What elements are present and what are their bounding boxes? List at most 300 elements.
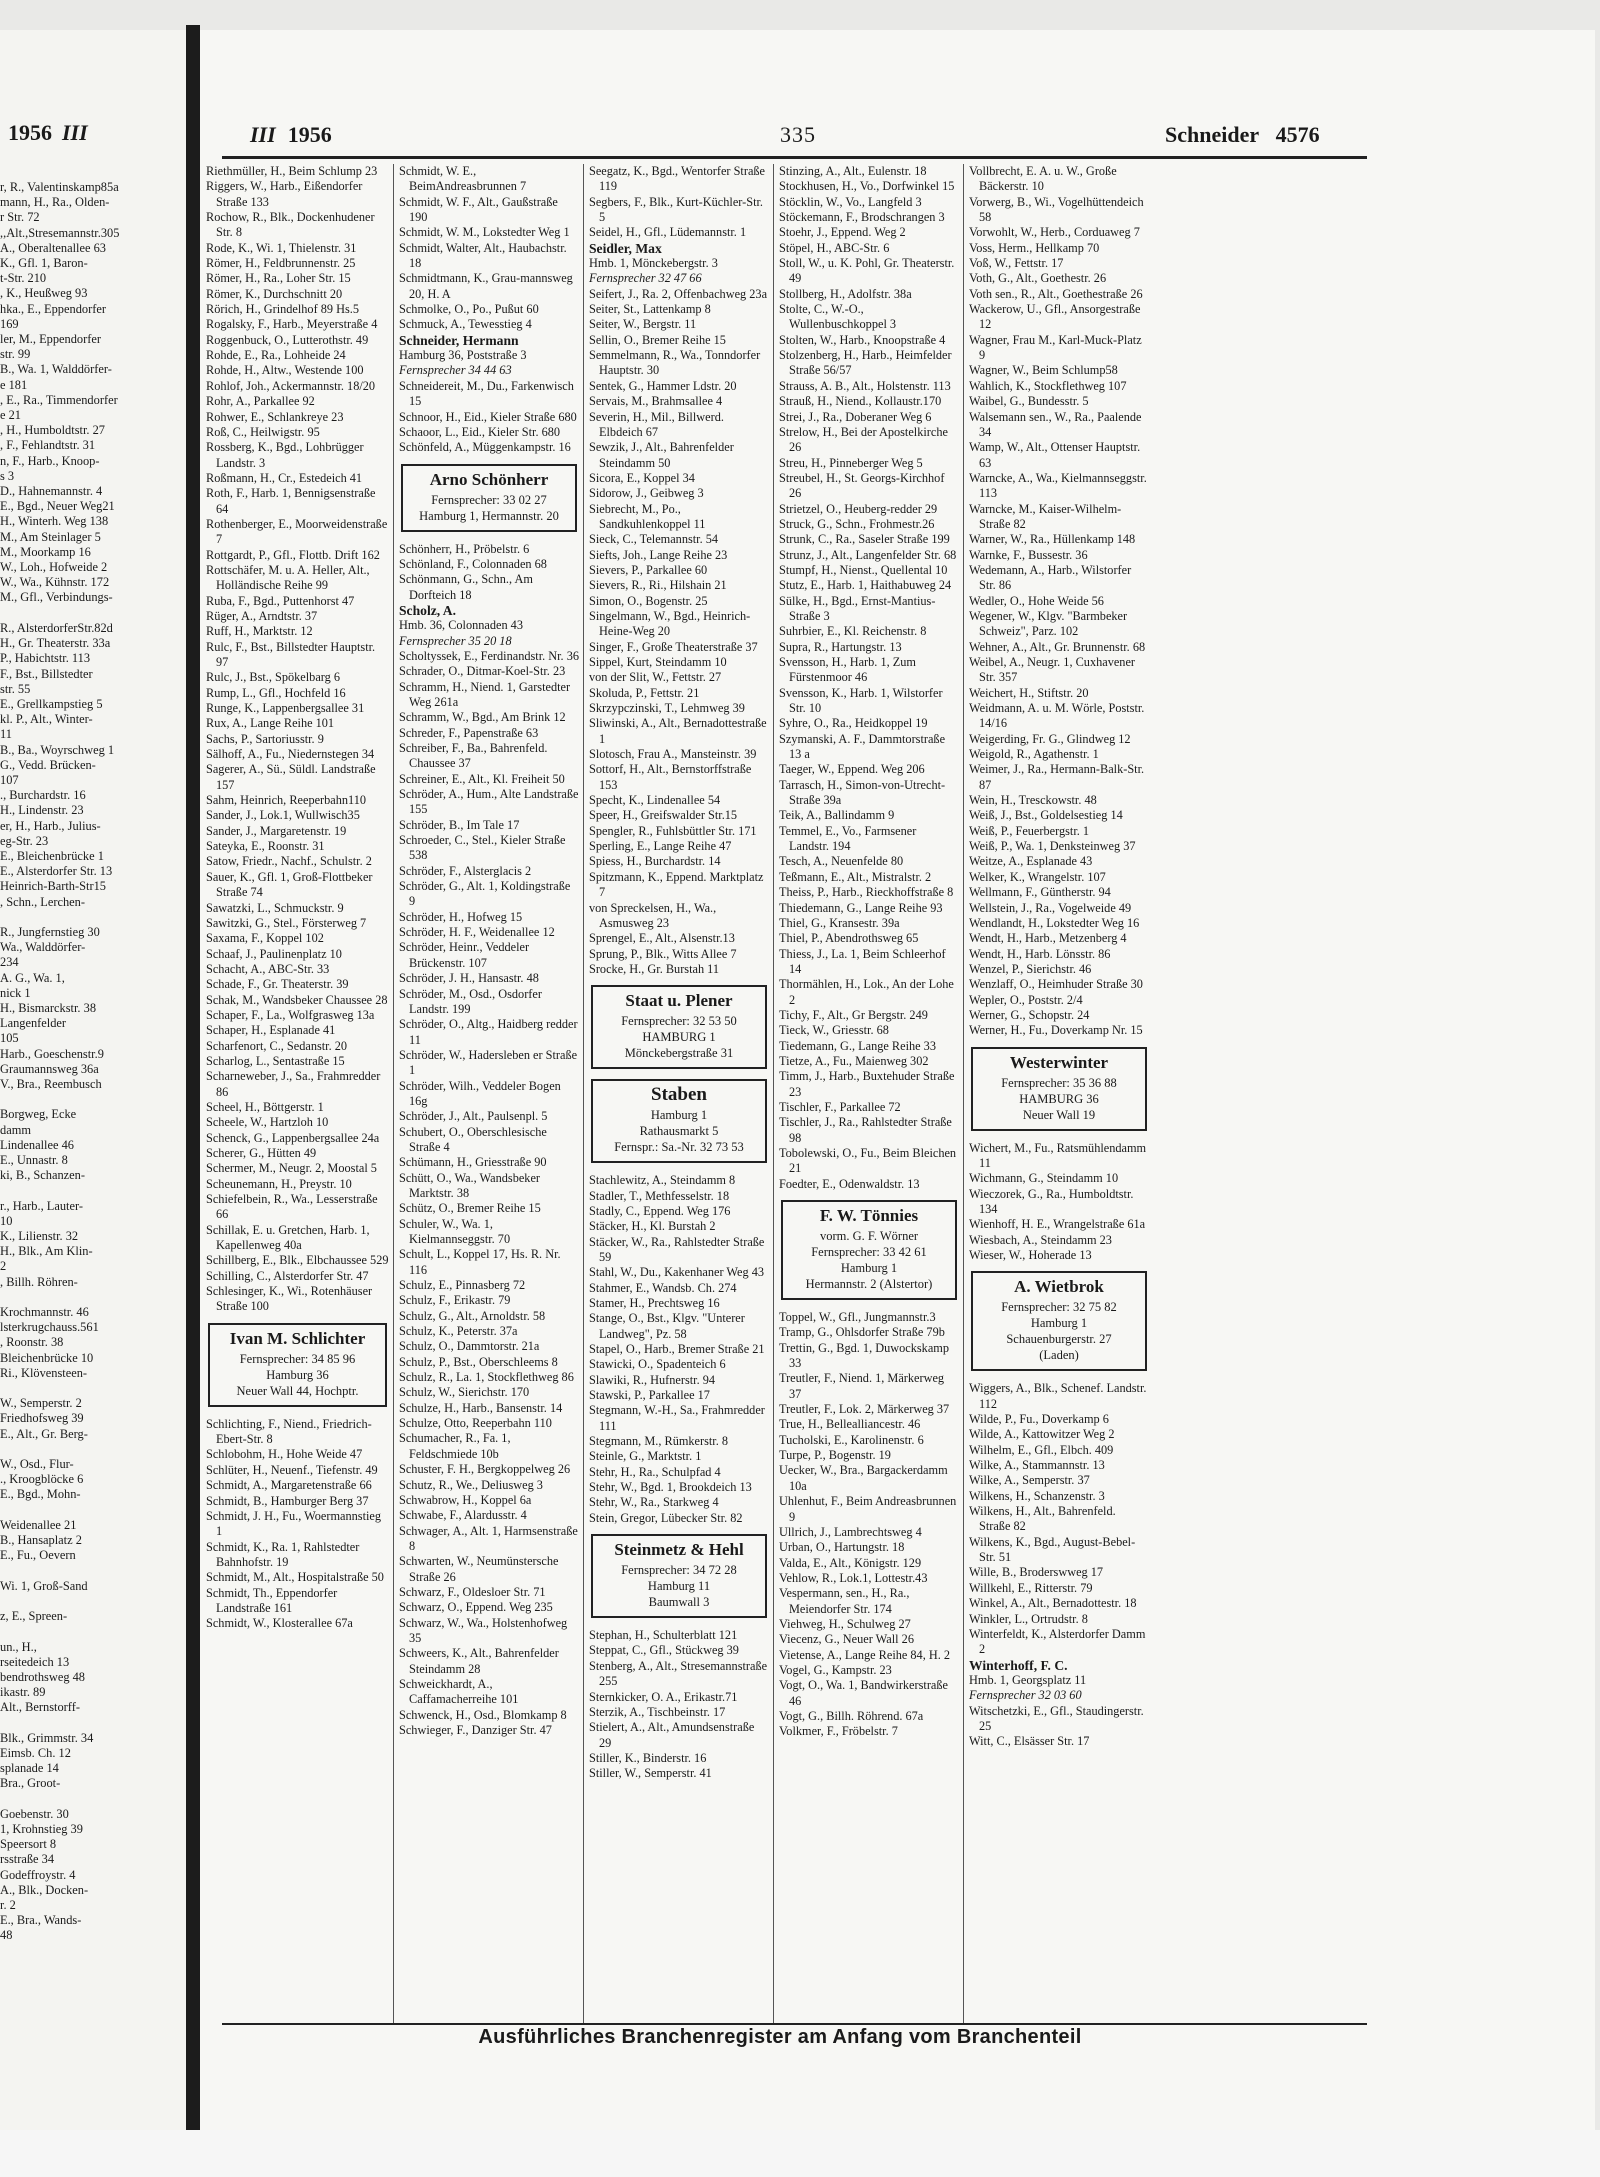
directory-entry: Werner, G., Schopstr. 24 <box>969 1007 1090 1022</box>
page-footer: Ausführliches Branchenregister am Anfang vom Branchenteil <box>478 2026 1082 2048</box>
directory-entry: Slotosch, Frau A., Mansteinstr. 39 <box>589 747 757 762</box>
advertisement-box <box>591 1534 767 1618</box>
directory-entry: Walsemann sen., W., Ra., Paalende 34 <box>969 409 1142 439</box>
directory-entry: Schulz, K., Peterstr. 37a <box>399 1324 518 1339</box>
directory-entry: Stawicki, O., Spadenteich 6 <box>589 1357 726 1372</box>
directory-entry: Rohr, A., Parkallee 92 <box>206 394 315 409</box>
directory-entry: Wichmann, G., Steindamm 10 <box>969 1171 1119 1186</box>
directory-entry: Stegmann, W.-H., Sa., Frahmredder 111 <box>589 1403 765 1433</box>
directory-entry: Rohde, E., Ra., Lohheide 24 <box>206 348 346 363</box>
directory-entry: Wellmann, F., Güntherstr. 94 <box>969 885 1111 900</box>
directory-entry: Tiedemann, G., Lange Reihe 33 <box>779 1038 936 1053</box>
left-page-line: Eimsb. Ch. 12 <box>0 1745 71 1760</box>
directory-entry: Schröder, O., Altg., Haidberg redder 11 <box>399 1017 578 1047</box>
left-page-line: , Billh. Röhren- <box>0 1274 78 1289</box>
directory-entry: Schmidt, A., Margaretenstraße 66 <box>206 1478 372 1493</box>
directory-entry: Schumacher, R., Fa. 1, Feldschmiede 10b <box>399 1431 511 1461</box>
directory-entry: Wendlandt, H., Lokstedter Weg 16 <box>969 915 1140 930</box>
directory-entry: Schmidt, Walter, Alt., Haubachstr. 18 <box>399 240 567 271</box>
left-page-line: E., Bgd., Mohn- <box>0 1487 81 1502</box>
directory-entry: Schulz, W., Sierichstr. 170 <box>399 1385 530 1400</box>
directory-entry: Schak, M., Wandsbeker Chaussee 28 <box>206 992 388 1007</box>
directory-entry: Weiß, P., Wa. 1, Denksteinweg 37 <box>969 839 1136 854</box>
directory-entry: Roth, F., Harb. 1, Bennigsenstraße 64 <box>206 486 376 516</box>
advertisement-line: Neuer Wall 44, Hochptr. <box>236 1383 359 1398</box>
directory-entry: Singelmann, W., Bgd., Heinrich-Heine-Weg 20 <box>589 608 751 639</box>
left-page-line <box>0 1442 180 1457</box>
left-page-line: rsstraße 34 <box>0 1852 55 1867</box>
directory-entry: Rottgardt, P., Gfl., Flottb. Drift 162 <box>206 547 380 562</box>
directory-entry: Theiss, P., Harb., Rieckhoffstraße 8 <box>779 885 954 900</box>
page-header-left <box>250 122 332 148</box>
directory-entry: Schlobohm, H., Hohe Weide 47 <box>206 1447 363 1462</box>
directory-entry: Rogalsky, F., Harb., Meyerstraße 4 <box>206 317 378 332</box>
directory-entry: Strelow, H., Bei der Apostelkirche 26 <box>779 424 948 455</box>
directory-entry: Thormählen, H., Lok., An der Lohe 2 <box>779 977 954 1007</box>
directory-entry: Stehr, W., Ra., Starkweg 4 <box>589 1495 719 1510</box>
directory-entry: Sentek, G., Hammer Ldstr. 20 <box>589 378 737 393</box>
directory-entry: Sprengel, E., Alt., Alsenstr.13 <box>589 931 735 946</box>
advertisement-line: Neuer Wall 19 <box>1022 1107 1096 1122</box>
advertisement-title: Staat u. Plener <box>625 991 733 1011</box>
directory-entry: Schmidt, M., Alt., Hospitalstraße 50 <box>206 1570 384 1585</box>
advertisement-title: Steinmetz & Hehl <box>614 1540 744 1560</box>
left-page-line <box>0 1594 180 1609</box>
left-page-line: lsterkrugchauss.561 <box>0 1320 99 1335</box>
directory-entry: Ruff, H., Marktstr. 12 <box>206 624 313 639</box>
directory-entry: Schrader, O., Ditmar-Koel-Str. 23 <box>399 664 566 679</box>
directory-entry: Wehner, A., Alt., Gr. Brunnenstr. 68 <box>969 639 1146 654</box>
directory-entry: Vogel, G., Kampstr. 23 <box>779 1662 892 1677</box>
directory-entry: Schenck, G., Lappenbergsallee 24a <box>206 1130 380 1145</box>
left-page-line: splanade 14 <box>0 1761 59 1776</box>
directory-entry: Urban, O., Hartungstr. 18 <box>779 1540 905 1555</box>
column-divider <box>393 164 394 2024</box>
directory-entry: Schröder, H., Hofweg 15 <box>399 909 523 924</box>
directory-entry: Sicora, E., Koppel 34 <box>589 470 695 485</box>
column-divider <box>773 164 774 2024</box>
directory-entry: Sälhoff, A., Fu., Niedernstegen 34 <box>206 747 375 762</box>
directory-entry: Stamer, H., Prechtsweg 16 <box>589 1295 720 1310</box>
directory-entry: Sahm, Heinrich, Reeperbahn110 <box>206 793 367 808</box>
left-page-line <box>0 1624 180 1639</box>
left-page-line: , H., Humboldtstr. 27 <box>0 423 105 438</box>
left-page-line: ler, M., Eppendorfer <box>0 332 102 347</box>
directory-entry: Vespermann, sen., H., Ra., Meiendorfer Str. 174 <box>779 1586 910 1616</box>
directory-entry: Steinle, G., Marktstr. 1 <box>589 1449 702 1464</box>
directory-entry: Wilkens, K., Bgd., August-Bebel-Str. 51 <box>969 1534 1136 1565</box>
directory-entry: Stinzing, A., Alt., Eulenstr. 18 <box>779 164 927 178</box>
directory-entry: Temmel, E., Vo., Farmsener Landstr. 194 <box>779 823 917 854</box>
left-page-line: Alt., Bernstorff- <box>0 1700 80 1715</box>
directory-entry: Vorwerg, B., Wi., Vogelhüttendeich 58 <box>969 194 1144 225</box>
advertisement-line: HAMBURG 1 <box>642 1030 716 1045</box>
directory-entry: Schlüter, H., Neuenf., Tiefenstr. 49 <box>206 1462 378 1477</box>
directory-entry: True, H., Bellealliancestr. 46 <box>779 1417 921 1432</box>
directory-entry: Schilling, C., Alsterdorfer Str. 47 <box>206 1268 369 1283</box>
left-page-line <box>0 1092 180 1107</box>
directory-entry: Stöcklin, W., Vo., Langfeld 3 <box>779 194 922 209</box>
advertisement-title: Staben <box>651 1084 707 1106</box>
left-page-line: K., Lilienstr. 32 <box>0 1229 79 1244</box>
advertisement-line: Schauenburgerstr. 27 <box>1006 1332 1112 1347</box>
left-page-line: 105 <box>0 1031 19 1046</box>
directory-column-2 <box>399 164 579 1738</box>
directory-entry: Stenberg, A., Alt., Stresemannstraße 255 <box>589 1658 768 1689</box>
directory-entry: Schröder, W., Hadersleben er Straße 1 <box>399 1047 578 1078</box>
directory-entry: Schiefelbein, R., Wa., Lesserstraße 66 <box>206 1192 378 1222</box>
directory-entry: Stäcker, W., Ra., Rahlstedter Straße 59 <box>589 1234 765 1264</box>
directory-entry: Scharfenort, C., Sedanstr. 20 <box>206 1038 348 1053</box>
left-page-line: W., Wa., Kühnstr. 172 <box>0 575 110 590</box>
directory-entry: Welker, K., Wrangelstr. 107 <box>969 869 1106 884</box>
directory-entry: Schmidtmann, K., Grau-mannsweg 20, H. A <box>399 271 573 301</box>
phone-line: Fernsprecher 32 03 60 <box>969 1688 1082 1703</box>
directory-entry: Schwarten, W., Neumünstersche Straße 26 <box>399 1554 559 1584</box>
left-page-line: ikastr. 89 <box>0 1685 46 1700</box>
left-page-line: Goebenstr. 30 <box>0 1806 69 1821</box>
directory-entry: Wellstein, J., Ra., Vogelweide 49 <box>969 900 1132 915</box>
directory-entry: Schulze, H., Harb., Bansenstr. 14 <box>399 1400 563 1415</box>
directory-entry: Sander, J., Margaretenstr. 19 <box>206 823 347 838</box>
directory-entry: Sagerer, A., Sü., Süldl. Landstraße 157 <box>206 762 376 792</box>
left-page-line: H., Winterh. Weg 138 <box>0 514 109 529</box>
directory-entry: Streu, H., Pinneberger Weg 5 <box>779 455 923 470</box>
directory-entry: Tramp, G., Ohlsdorfer Straße 79b <box>779 1325 945 1340</box>
directory-entry: Schröder, G., Alt. 1, Koldingstraße 9 <box>399 879 571 909</box>
directory-entry: Wenzel, P., Sierichstr. 46 <box>969 961 1092 976</box>
advertisement-line: Fernsprecher: 32 75 82 <box>1001 1300 1117 1315</box>
directory-entry: Viecenz, G., Neuer Wall 26 <box>779 1632 914 1647</box>
left-page-line: 10 <box>0 1213 13 1228</box>
column-divider <box>963 164 964 2024</box>
directory-entry: Thiedemann, G., Lange Reihe 93 <box>779 900 943 915</box>
directory-entry: Schubert, O., Oberschlesische Straße 4 <box>399 1124 547 1154</box>
directory-entry: Schulze, Otto, Reeperbahn 110 <box>399 1416 552 1431</box>
highlighted-entry-name: Schneider, Hermann <box>399 332 519 348</box>
directory-entry: Vollbrecht, E. A. u. W., Große Bäckerstr. 10 <box>969 164 1117 194</box>
directory-entry: Wille, B., Broderswweg 17 <box>969 1565 1104 1580</box>
directory-entry: Schulz, F., Erikastr. 79 <box>399 1293 511 1308</box>
directory-entry: Severin, H., Mil., Billwerd. Elbdeich 67 <box>589 409 724 439</box>
directory-entry: Stahmer, E., Wandsb. Ch. 274 <box>589 1280 737 1295</box>
directory-entry: Srocke, H., Gr. Burstah 11 <box>589 961 720 976</box>
left-page-line: H., Lindenstr. 23 <box>0 803 84 818</box>
directory-entry: Wilde, P., Fu., Doverkamp 6 <box>969 1412 1109 1427</box>
directory-entry: Rulc, J., Bst., Spökelbarg 6 <box>206 670 341 685</box>
directory-entry: Wilde, A., Kattowitzer Weg 2 <box>969 1427 1115 1442</box>
directory-entry: Tichy, F., Alt., Gr Bergstr. 249 <box>779 1007 928 1022</box>
book-gutter <box>186 25 200 2135</box>
directory-entry: Simon, O., Bogenstr. 25 <box>589 593 708 608</box>
directory-entry: Sellin, O., Bremer Reihe 15 <box>589 332 726 347</box>
left-page-line: R., Jungfernstieg 30 <box>0 924 100 939</box>
advertisement-title: A. Wietbrok <box>1014 1277 1104 1297</box>
directory-entry: Werner, H., Fu., Doverkamp Nr. 15 <box>969 1023 1143 1038</box>
page-number: 335 <box>780 122 816 147</box>
left-page-line <box>0 1183 180 1198</box>
directory-entry: Schroeder, C., Stel., Kieler Straße 538 <box>399 833 566 863</box>
left-page-line: ,,Alt.,Stresemannstr.305 <box>0 225 120 240</box>
directory-entry: Wiggers, A., Blk., Schenef. Landstr. 112 <box>969 1381 1147 1411</box>
directory-entry: Sülke, H., Bgd., Ernst-Mantius-Straße 3 <box>779 593 936 623</box>
bottom-margin <box>0 2130 1600 2177</box>
left-page-line: Wi. 1, Groß-Sand <box>0 1578 88 1593</box>
directory-entry: Wieser, W., Hoherade 13 <box>969 1248 1092 1262</box>
directory-entry: Schönmann, G., Schn., Am Dorfteich 18 <box>399 572 533 602</box>
directory-entry: Schramm, W., Bgd., Am Brink 12 <box>399 710 566 725</box>
directory-entry: Warnke, F., Bussestr. 36 <box>969 547 1088 562</box>
left-page-line: Speersort 8 <box>0 1837 57 1852</box>
directory-entry: Weiß, J., Bst., Goldelsestieg 14 <box>969 808 1123 823</box>
advertisement-box <box>971 1047 1147 1131</box>
advertisement-box <box>591 985 767 1069</box>
left-page-line: R., AlsterdorferStr.82d <box>0 620 113 635</box>
directory-entry: Supra, R., Hartungstr. 13 <box>779 639 902 654</box>
advertisement-line: Hamburg 11 <box>647 1579 711 1594</box>
directory-entry: Sternkicker, O. A., Erikastr.71 <box>589 1689 738 1704</box>
left-page-line: ki, B., Schanzen- <box>0 1168 85 1183</box>
advertisement-title: Westerwinter <box>1009 1052 1109 1072</box>
directory-entry: Weigold, R., Agathenstr. 1 <box>969 747 1099 762</box>
left-page-line: str. 99 <box>0 347 31 362</box>
directory-entry: Weibel, A., Neugr. 1, Cuxhavener Str. 357 <box>969 655 1136 685</box>
advertisement-line: Hamburg 36 <box>266 1367 329 1382</box>
directory-entry: Semmelmann, R., Wa., Tonndorfer Hauptstr. 30 <box>589 348 761 378</box>
right-page <box>200 30 1595 2130</box>
directory-entry: Vietense, A., Lange Reihe 84, H. 2 <box>779 1647 951 1662</box>
advertisement-line: Fernsprecher: 32 53 50 <box>621 1014 737 1029</box>
left-page-line: , E., Ra., Timmendorfer <box>0 392 118 407</box>
directory-entry: Schröder, M., Osd., Osdorfer Landstr. 199 <box>399 986 542 1016</box>
directory-entry: Tucholski, E., Karolinenstr. 6 <box>779 1432 924 1447</box>
directory-entry: Rohwer, E., Schlankreye 23 <box>206 409 344 424</box>
directory-entry: Sidorow, J., Geibweg 3 <box>589 486 704 501</box>
directory-entry: Schröder, Wilh., Veddeler Bogen 16g <box>399 1078 561 1108</box>
directory-entry: Wendt, H., Harb. Lönsstr. 86 <box>969 946 1111 961</box>
directory-entry: Wamp, W., Alt., Ottenser Hauptstr. 63 <box>969 440 1141 470</box>
directory-entry: Svensson, K., Harb. 1, Wilstorfer Str. 10 <box>779 685 943 716</box>
directory-entry: Römer, H., Feldbrunnenstr. 25 <box>206 256 356 271</box>
directory-entry: Slawiki, R., Hufnerstr. 94 <box>589 1372 716 1387</box>
directory-entry: Struck, G., Schn., Frohmestr.26 <box>779 516 935 531</box>
directory-entry: Weimer, J., Ra., Hermann-Balk-Str. 87 <box>969 762 1145 792</box>
directory-entry: Stolten, W., Harb., Knoopstraße 4 <box>779 332 946 347</box>
directory-entry: Foedter, E., Odenwaldstr. 13 <box>779 1176 920 1191</box>
left-page-line: r. 2 <box>0 1897 16 1912</box>
directory-entry: Weitze, A., Esplanade 43 <box>969 854 1093 869</box>
left-page-line: damm <box>0 1122 31 1137</box>
directory-entry: Schröder, A., Hum., Alte Landstraße 155 <box>399 787 579 817</box>
left-page-line: V., Bra., Reembusch <box>0 1076 102 1091</box>
advertisement-line: Mönckebergstraße 31 <box>624 1046 734 1061</box>
directory-entry: Stockhusen, H., Vo., Dorfwinkel 15 <box>779 179 955 194</box>
directory-entry: Schacht, A., ABC-Str. 33 <box>206 961 330 976</box>
left-page-line: Ri., Klövensteen- <box>0 1365 88 1380</box>
directory-entry: Scheel, H., Böttgerstr. 1 <box>206 1099 324 1114</box>
directory-entry: Schütt, O., Wa., Wandsbeker Marktstr. 38 <box>399 1170 541 1200</box>
directory-entry: Stadler, T., Methfesselstr. 18 <box>589 1188 730 1203</box>
left-page-line: A., Blk., Docken- <box>0 1882 89 1897</box>
directory-entry: Schlesinger, K., Wi., Rotenhäuser Straße 100 <box>206 1284 373 1314</box>
left-page-line: Lindenallee 46 <box>0 1137 74 1152</box>
directory-entry: Scheele, W., Hartzloh 10 <box>206 1115 329 1130</box>
directory-entry: Skoluda, P., Fettstr. 21 <box>589 685 700 700</box>
directory-entry: Schmolke, O., Po., Pußut 60 <box>399 302 539 317</box>
left-page-line: r Str. 72 <box>0 210 40 225</box>
directory-entry: Wedler, O., Hohe Weide 56 <box>969 593 1104 608</box>
left-page-line: , Roonstr. 38 <box>0 1335 64 1350</box>
directory-entry: Winterfeldt, K., Alsterdorfer Damm 2 <box>969 1626 1146 1657</box>
left-page-line: Friedhofsweg 39 <box>0 1411 84 1426</box>
left-page-line: eg-Str. 23 <box>0 833 49 848</box>
directory-entry: Ruba, F., Bgd., Puttenhorst 47 <box>206 593 355 608</box>
directory-entry: Teik, A., Ballindamm 9 <box>779 808 895 823</box>
advertisement-box <box>591 1079 767 1163</box>
advertisement-line: Hamburg 1 <box>840 1261 898 1276</box>
directory-entry: Schillak, E. u. Gretchen, Harb. 1, Kapellenweg 40a <box>206 1222 370 1253</box>
directory-column-5 <box>969 164 1149 1750</box>
left-page-line: M., Am Steinlager 5 <box>0 529 101 544</box>
directory-entry: Sliwinski, A., Alt., Bernadottestraße 1 <box>589 716 767 746</box>
left-page-line: E., Alt., Gr. Berg- <box>0 1426 88 1441</box>
directory-entry: Uhlenhut, F., Beim Andreasbrunnen 9 <box>779 1494 957 1524</box>
directory-entry: Schwabe, F., Alardusstr. 4 <box>399 1508 527 1523</box>
directory-entry: Schröder, B., Im Tale 17 <box>399 817 520 832</box>
directory-entry: Schönherr, H., Pröbelstr. 6 <box>399 541 530 556</box>
directory-entry: Sawitzki, G., Stel., Försterweg 7 <box>206 915 367 930</box>
directory-entry: Schwager, A., Alt. 1, Harmsenstraße 8 <box>399 1523 578 1553</box>
column-divider <box>583 164 584 2024</box>
directory-entry: Wilke, A., Stammannstr. 13 <box>969 1458 1105 1473</box>
directory-entry: Streubel, H., St. Georgs-Kirchhof 26 <box>779 470 945 501</box>
advertisement-line: Fernsprecher: 34 72 28 <box>621 1563 737 1578</box>
advertisement-line: Hermannstr. 2 (Alstertor) <box>805 1277 933 1292</box>
left-page-line: str. 55 <box>0 681 31 696</box>
directory-entry: Scharlog, L., Sentastraße 15 <box>206 1053 345 1068</box>
directory-entry: Singer, F., Große Theaterstraße 37 <box>589 639 758 654</box>
left-page-line: W., Semperstr. 2 <box>0 1396 82 1411</box>
left-page-line: H., Bismarckstr. 38 <box>0 1000 97 1015</box>
directory-entry: Römer, K., Durchschnitt 20 <box>206 286 343 301</box>
directory-entry: Willkehl, E., Ritterstr. 79 <box>969 1580 1093 1595</box>
directory-entry: Specht, K., Lindenallee 54 <box>589 793 721 808</box>
directory-column-3 <box>589 164 769 1782</box>
left-page-line: , Schn., Lerchen- <box>0 894 85 909</box>
directory-entry: Schönland, F., Colonnaden 68 <box>399 556 547 571</box>
left-page-line: 11 <box>0 727 12 742</box>
left-page-line: B., Ba., Woyrschweg 1 <box>0 742 115 757</box>
left-page <box>0 30 186 2130</box>
advertisement-line: Baumwall 3 <box>648 1595 710 1610</box>
header-rule <box>222 156 1367 159</box>
directory-entry: Strauß, H., Niend., Kollaustr.170 <box>779 394 942 409</box>
directory-entry: Rochow, R., Blk., Dockenhudener Str. 8 <box>206 210 375 240</box>
directory-entry: Sievers, R., Ri., Hilshain 21 <box>589 578 727 593</box>
directory-entry: Saxama, F., Koppel 102 <box>206 931 324 946</box>
left-page-line: Weidenallee 21 <box>0 1517 77 1532</box>
left-page-line <box>0 606 180 621</box>
left-page-line: Heinrich-Barth-Str15 <box>0 879 106 894</box>
left-page-line: M., Moorkamp 16 <box>0 544 91 559</box>
left-page-line: H., Gr. Theaterstr. 33a <box>0 636 111 651</box>
left-page-line: Bleichenbrücke 10 <box>0 1350 94 1365</box>
directory-entry: Satow, Friedr., Nachf., Schulstr. 2 <box>206 854 372 869</box>
directory-entry: Schröder, J. H., Hansastr. 48 <box>399 971 539 986</box>
directory-entry: Wenzlaff, O., Heimhuder Straße 30 <box>969 977 1143 992</box>
advertisement-box <box>781 1200 957 1300</box>
directory-entry: Warner, W., Ra., Hüllenkamp 148 <box>969 532 1136 547</box>
directory-entry: Rohlof, Joh., Ackermannstr. 18/20 <box>206 378 376 393</box>
directory-entry: Schmidt, B., Hamburger Berg 37 <box>206 1493 369 1508</box>
directory-entry: Stollberg, H., Adolfstr. 38a <box>779 286 912 301</box>
directory-entry: Witt, C., Elsässer Str. 17 <box>969 1734 1090 1749</box>
directory-entry: Stiller, W., Semperstr. 41 <box>589 1766 712 1781</box>
directory-entry: Teßmann, E., Alt., Mistralstr. 2 <box>779 869 932 884</box>
left-page-line: ., Kroogblöcke 6 <box>0 1472 84 1487</box>
directory-entry: Syhre, O., Ra., Heidkoppel 19 <box>779 716 928 731</box>
directory-entry: Seiter, St., Lattenkamp 8 <box>589 302 711 317</box>
directory-entry: Stöckemann, F., Brodschrangen 3 <box>779 210 945 225</box>
directory-entry: Scheunemann, H., Preystr. 10 <box>206 1176 352 1191</box>
directory-entry: Timm, J., Harb., Buxtehuder Straße 23 <box>779 1069 955 1099</box>
directory-entry: Rothenberger, E., Moorweidenstraße 7 <box>206 516 388 547</box>
directory-entry: Schwenck, H., Osd., Blomkamp 8 <box>399 1707 567 1722</box>
directory-entry: Suhrbier, E., Kl. Reichenstr. 8 <box>779 624 927 639</box>
left-page-line: kl. P., Alt., Winter- <box>0 712 93 727</box>
left-page-line: A., Oberaltenallee 63 <box>0 240 106 255</box>
directory-entry: Schröder, H. F., Weidenallee 12 <box>399 925 555 940</box>
directory-entry: Siebrecht, M., Po., Sandkuhlenkoppel 11 <box>589 501 706 531</box>
directory-entry: Trettin, G., Bgd. 1, Duwockskamp 33 <box>779 1340 949 1371</box>
directory-entry: Rüger, A., Arndtstr. 37 <box>206 608 318 623</box>
directory-entry: Rossberg, K., Bgd., Lohbrügger Landstr. 3 <box>206 440 364 470</box>
left-page-line: Krochmannstr. 46 <box>0 1305 89 1320</box>
left-page-column <box>0 180 180 1944</box>
left-page-line: E., Bleichenbrücke 1 <box>0 848 104 863</box>
directory-entry: Vogt, O., Wa. 1, Bandwirkerstraße 46 <box>779 1678 948 1708</box>
directory-entry: Stiller, K., Binderstr. 16 <box>589 1750 707 1765</box>
left-page-line <box>0 1716 180 1731</box>
directory-entry: Steppat, C., Gfl., Stückweg 39 <box>589 1643 739 1658</box>
directory-entry: Schmidt, J. H., Fu., Woermannstieg 1 <box>206 1508 382 1539</box>
directory-entry: Stehr, H., Ra., Schulpfad 4 <box>589 1464 721 1479</box>
highlighted-entry-name: Scholz, A. <box>399 602 457 618</box>
directory-entry: Schulz, G., Alt., Arnoldstr. 58 <box>399 1308 546 1323</box>
advertisement-title: Ivan M. Schlichter <box>229 1328 366 1348</box>
directory-entry: Wichert, M., Fu., Ratsmühlendamm 11 <box>969 1140 1147 1170</box>
directory-entry: Stegmann, M., Rümkerstr. 8 <box>589 1434 729 1449</box>
directory-entry: Roßmann, H., Cr., Estedeich 41 <box>206 470 363 485</box>
directory-entry: Wieczorek, G., Ra., Humboldtstr. 134 <box>969 1186 1134 1216</box>
page-volume: III <box>250 122 276 147</box>
advertisement-box <box>971 1271 1147 1371</box>
directory-entry: Rump, L., Gfl., Hochfeld 16 <box>206 685 346 700</box>
phone-line: Fernsprecher 35 20 18 <box>399 633 512 648</box>
entry-number: 4576 <box>1275 122 1320 147</box>
advertisement-line: Hamburg 1 <box>650 1108 708 1123</box>
directory-entry: Thiel, G., Kransestr. 39a <box>779 915 900 930</box>
left-page-line: nick 1 <box>0 985 31 1000</box>
directory-entry: Rottschäfer, M. u. A. Heller, Alt., Holländische Reihe 99 <box>206 562 370 593</box>
directory-entry: Schümann, H., Griesstraße 90 <box>399 1155 547 1170</box>
directory-entry: Tobolewski, O., Fu., Beim Bleichen 21 <box>779 1146 957 1176</box>
directory-entry: Stoehr, J., Eppend. Weg 2 <box>779 225 906 240</box>
left-page-line: G., Vedd. Brücken- <box>0 757 96 772</box>
left-page-line: t-Str. 210 <box>0 271 47 286</box>
left-page-line: 169 <box>0 316 19 331</box>
directory-entry: Spengler, R., Fuhlsbüttler Str. 171 <box>589 823 757 838</box>
